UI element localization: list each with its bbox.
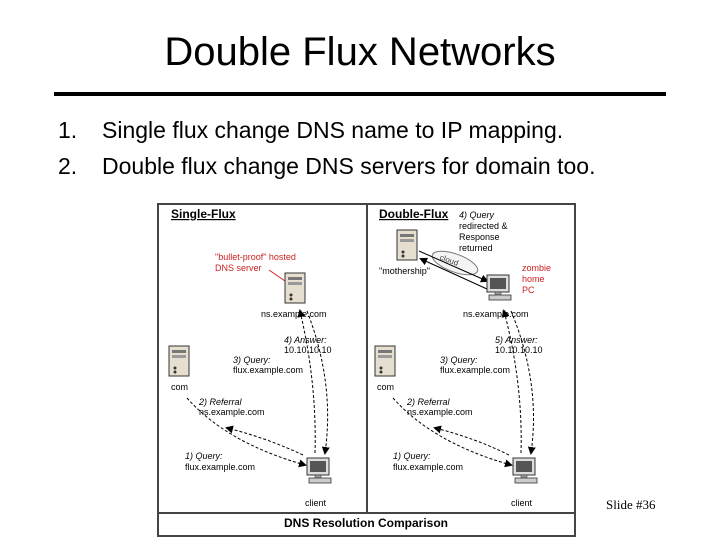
zombie-label-2: home xyxy=(522,274,545,284)
d-step5-line2: 10.10.10.10 xyxy=(495,345,543,355)
ns-label: ns.example.com xyxy=(261,309,327,319)
dns-comparison-figure xyxy=(157,203,576,537)
s-step1-line2: flux.example.com xyxy=(185,462,256,472)
d-step4-line4: returned xyxy=(459,243,493,253)
d-step4-line3: Response xyxy=(459,232,500,242)
bullet-item xyxy=(58,112,595,148)
slide-title: Double Flux Networks xyxy=(164,30,556,74)
s-step4-line2: 10.10.10.10 xyxy=(284,345,332,355)
d-step5-line1: 5) Answer: xyxy=(495,335,538,345)
bullet-number: 2. xyxy=(58,153,78,179)
d-com-label: com xyxy=(377,382,395,392)
bullet-number: 1. xyxy=(58,117,78,143)
d-step2-line1: 2) Referral xyxy=(407,397,450,407)
d-client-label: client xyxy=(511,498,533,508)
ns-server-icon xyxy=(285,273,305,303)
s-step2-line1: 2) Referral xyxy=(199,397,242,407)
d-step4-line2: redirected & xyxy=(459,221,508,231)
mothership-label: "mothership" xyxy=(379,266,430,276)
d-ns-label: ns.example.com xyxy=(463,309,529,319)
d-step1-line1: 1) Query: xyxy=(393,451,431,461)
bullet-text: Single flux change DNS name to IP mapping. xyxy=(102,117,564,143)
client-pc-icon xyxy=(307,458,331,483)
s-step4-line1: 4) Answer: xyxy=(284,335,327,345)
bullet-item xyxy=(58,148,595,184)
s-step2-line2: ns.example.com xyxy=(199,407,265,417)
d-step1-line2: flux.example.com xyxy=(393,462,464,472)
double-flux-heading: Double-Flux xyxy=(379,207,449,221)
cloud-label: cloud xyxy=(438,252,460,268)
s-step3-line2: flux.example.com xyxy=(233,365,304,375)
com-server-icon xyxy=(169,346,189,376)
com-label: com xyxy=(171,382,189,392)
zombie-pc-icon xyxy=(487,275,511,300)
single-flux-heading: Single-Flux xyxy=(171,207,236,221)
d-step3-line2: flux.example.com xyxy=(440,365,511,375)
bullet-text: Double flux change DNS servers for domain too. xyxy=(102,153,596,179)
d-client-pc-icon xyxy=(513,458,537,483)
mothership-server-icon xyxy=(397,230,417,260)
bulletproof-label-1: "bullet-proof" hosted xyxy=(215,252,296,262)
d-step4-line1: 4) Query xyxy=(459,210,495,220)
d-com-server-icon xyxy=(375,346,395,376)
client-label: client xyxy=(305,498,327,508)
s-step3-line1: 3) Query: xyxy=(233,355,271,365)
title-divider xyxy=(54,92,666,96)
d-step3-line1: 3) Query: xyxy=(440,355,478,365)
zombie-label-1: zombie xyxy=(522,263,552,273)
s-step1-line1: 1) Query: xyxy=(185,451,223,461)
zombie-label-3: PC xyxy=(522,285,535,295)
bulletproof-label-2: DNS server xyxy=(215,263,262,273)
bullet-list xyxy=(58,112,595,184)
figure-caption: DNS Resolution Comparison xyxy=(283,516,449,530)
slide-number: Slide #36 xyxy=(606,497,656,512)
d-step2-line2: ns.example.com xyxy=(407,407,473,417)
